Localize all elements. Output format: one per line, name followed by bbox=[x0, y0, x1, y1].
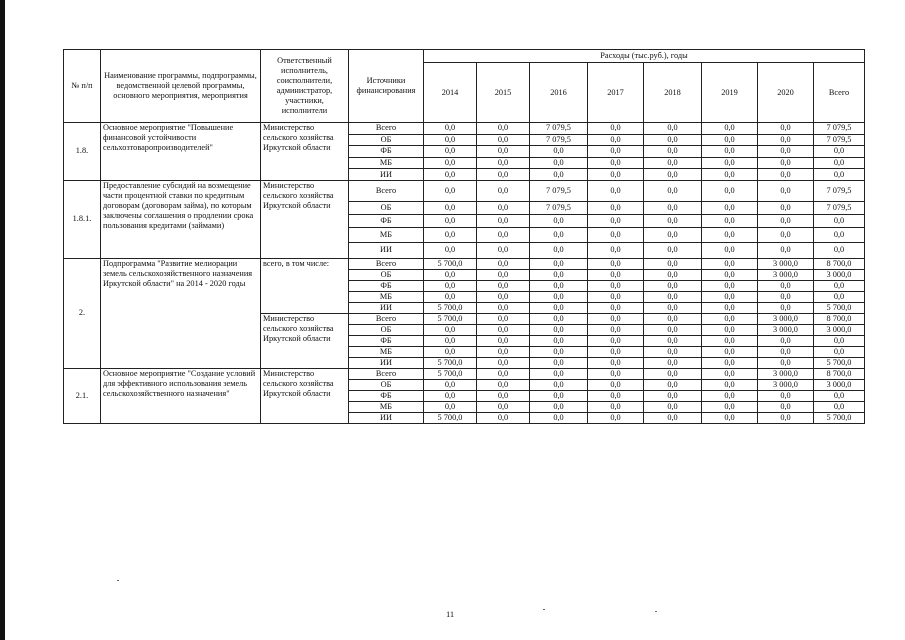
year-value-cell: 0,0 bbox=[424, 346, 477, 357]
year-value-cell: 0,0 bbox=[644, 180, 702, 201]
year-value-cell: 0,0 bbox=[530, 357, 588, 368]
row-number: 1.8. bbox=[64, 123, 101, 181]
year-value-cell: 0,0 bbox=[424, 379, 477, 390]
year-value-cell: 0,0 bbox=[702, 379, 758, 390]
year-value-cell: 0,0 bbox=[477, 214, 530, 227]
year-value-cell: 0,0 bbox=[644, 401, 702, 412]
year-value-cell: 0,0 bbox=[588, 401, 644, 412]
year-value-cell: 0,0 bbox=[758, 401, 814, 412]
year-value-cell: 0,0 bbox=[758, 390, 814, 401]
header-year: 2018 bbox=[644, 63, 702, 123]
year-value-cell: 0,0 bbox=[424, 201, 477, 214]
header-year: 2016 bbox=[530, 63, 588, 123]
program-name: Основное мероприятие "Создание условий для эффективного использования земель сельскохозяйственного назначения" bbox=[101, 368, 261, 423]
responsible-executor: Министерство сельского хозяйства Иркутской области bbox=[261, 123, 349, 181]
row-number: 1.8.1. bbox=[64, 180, 101, 258]
year-value-cell: 0,0 bbox=[644, 412, 702, 423]
year-value-cell: 0,0 bbox=[477, 357, 530, 368]
year-value-cell: 0,0 bbox=[530, 258, 588, 269]
responsible-executor: Министерство сельского хозяйства Иркутской области bbox=[261, 180, 349, 258]
header-year: 2019 bbox=[702, 63, 758, 123]
total-cell: 0,0 bbox=[814, 335, 865, 346]
year-value-cell: 3 000,0 bbox=[758, 258, 814, 269]
year-value-cell: 0,0 bbox=[530, 214, 588, 227]
year-value-cell: 0,0 bbox=[477, 379, 530, 390]
funding-source: ИИ bbox=[349, 169, 424, 181]
program-name: Предоставление субсидий на возмещение части процентной ставки по кредитным договорам (договорам займа), по которым заключены соглашения о продлении срока пользования кредитами (займами) bbox=[101, 180, 261, 258]
year-value-cell: 0,0 bbox=[702, 302, 758, 313]
year-value-cell: 0,0 bbox=[644, 269, 702, 280]
year-value-cell: 0,0 bbox=[702, 146, 758, 158]
year-value-cell: 0,0 bbox=[588, 214, 644, 227]
year-value-cell: 0,0 bbox=[758, 214, 814, 227]
year-value-cell: 0,0 bbox=[588, 134, 644, 146]
year-value-cell: 0,0 bbox=[424, 390, 477, 401]
year-value-cell: 0,0 bbox=[644, 379, 702, 390]
total-cell: 0,0 bbox=[814, 146, 865, 158]
total-cell: 5 700,0 bbox=[814, 412, 865, 423]
year-value-cell: 0,0 bbox=[644, 302, 702, 313]
year-value-cell: 0,0 bbox=[644, 313, 702, 324]
year-value-cell: 0,0 bbox=[424, 123, 477, 135]
funding-source: Всего bbox=[349, 258, 424, 269]
total-cell: 3 000,0 bbox=[814, 379, 865, 390]
year-value-cell: 0,0 bbox=[530, 324, 588, 335]
funding-source: ИИ bbox=[349, 357, 424, 368]
year-value-cell: 0,0 bbox=[477, 180, 530, 201]
total-cell: 0,0 bbox=[814, 157, 865, 169]
year-value-cell: 0,0 bbox=[702, 324, 758, 335]
year-value-cell: 0,0 bbox=[424, 157, 477, 169]
year-value-cell: 0,0 bbox=[702, 134, 758, 146]
year-value-cell: 0,0 bbox=[477, 335, 530, 346]
year-value-cell: 0,0 bbox=[477, 280, 530, 291]
year-value-cell: 7 079,5 bbox=[530, 201, 588, 214]
total-cell: 0,0 bbox=[814, 214, 865, 227]
funding-source: ОБ bbox=[349, 134, 424, 146]
year-value-cell: 0,0 bbox=[702, 313, 758, 324]
year-value-cell: 0,0 bbox=[588, 169, 644, 181]
year-value-cell: 0,0 bbox=[702, 401, 758, 412]
year-value-cell: 0,0 bbox=[530, 401, 588, 412]
year-value-cell: 0,0 bbox=[530, 269, 588, 280]
funding-source: ОБ bbox=[349, 269, 424, 280]
year-value-cell: 0,0 bbox=[702, 346, 758, 357]
total-cell: 0,0 bbox=[814, 401, 865, 412]
funding-source: ИИ bbox=[349, 412, 424, 423]
year-value-cell: 5 700,0 bbox=[424, 412, 477, 423]
funding-source: ФБ bbox=[349, 146, 424, 158]
header-num: № п/п bbox=[64, 50, 101, 123]
year-value-cell: 0,0 bbox=[588, 280, 644, 291]
total-cell: 0,0 bbox=[814, 280, 865, 291]
header-expenses: Расходы (тыс.руб.), годы bbox=[424, 50, 865, 63]
year-value-cell: 0,0 bbox=[530, 146, 588, 158]
responsible-executor: Министерство сельского хозяйства Иркутской области bbox=[261, 368, 349, 423]
year-value-cell: 0,0 bbox=[758, 201, 814, 214]
year-value-cell: 0,0 bbox=[530, 280, 588, 291]
year-value-cell: 0,0 bbox=[644, 242, 702, 258]
total-cell: 0,0 bbox=[814, 242, 865, 258]
table-row bbox=[64, 123, 865, 135]
responsible-executor: Министерство сельского хозяйства Иркутской области bbox=[261, 313, 349, 368]
funding-source: МБ bbox=[349, 346, 424, 357]
funding-source: ОБ bbox=[349, 379, 424, 390]
header-year: 2015 bbox=[477, 63, 530, 123]
year-value-cell: 0,0 bbox=[758, 346, 814, 357]
year-value-cell: 0,0 bbox=[588, 201, 644, 214]
year-value-cell: 7 079,5 bbox=[530, 180, 588, 201]
year-value-cell: 0,0 bbox=[758, 169, 814, 181]
year-value-cell: 3 000,0 bbox=[758, 269, 814, 280]
year-value-cell: 0,0 bbox=[477, 169, 530, 181]
funding-source: ОБ bbox=[349, 324, 424, 335]
scan-speck bbox=[655, 611, 657, 612]
year-value-cell: 0,0 bbox=[644, 146, 702, 158]
total-cell: 7 079,5 bbox=[814, 123, 865, 135]
year-value-cell: 0,0 bbox=[424, 134, 477, 146]
year-value-cell: 0,0 bbox=[758, 123, 814, 135]
year-value-cell: 0,0 bbox=[588, 390, 644, 401]
funding-source: МБ bbox=[349, 227, 424, 242]
year-value-cell: 0,0 bbox=[758, 280, 814, 291]
year-value-cell: 3 000,0 bbox=[758, 313, 814, 324]
year-value-cell: 0,0 bbox=[702, 280, 758, 291]
row-number: 2. bbox=[64, 258, 101, 368]
year-value-cell: 0,0 bbox=[477, 390, 530, 401]
year-value-cell: 0,0 bbox=[424, 291, 477, 302]
year-value-cell: 0,0 bbox=[702, 269, 758, 280]
year-value-cell: 0,0 bbox=[644, 280, 702, 291]
year-value-cell: 0,0 bbox=[702, 157, 758, 169]
year-value-cell: 0,0 bbox=[702, 258, 758, 269]
year-value-cell: 0,0 bbox=[588, 180, 644, 201]
year-value-cell: 0,0 bbox=[530, 346, 588, 357]
year-value-cell: 0,0 bbox=[702, 227, 758, 242]
year-value-cell: 0,0 bbox=[644, 390, 702, 401]
year-value-cell: 0,0 bbox=[644, 368, 702, 379]
total-cell: 3 000,0 bbox=[814, 269, 865, 280]
year-value-cell: 0,0 bbox=[644, 335, 702, 346]
year-value-cell: 0,0 bbox=[588, 157, 644, 169]
year-value-cell: 0,0 bbox=[424, 214, 477, 227]
year-value-cell: 0,0 bbox=[588, 269, 644, 280]
funding-source: МБ bbox=[349, 401, 424, 412]
year-value-cell: 0,0 bbox=[702, 368, 758, 379]
year-value-cell: 0,0 bbox=[702, 201, 758, 214]
year-value-cell: 0,0 bbox=[530, 368, 588, 379]
year-value-cell: 0,0 bbox=[477, 258, 530, 269]
year-value-cell: 0,0 bbox=[644, 169, 702, 181]
table-body bbox=[64, 123, 865, 424]
funding-source: МБ bbox=[349, 291, 424, 302]
year-value-cell: 0,0 bbox=[702, 335, 758, 346]
year-value-cell: 0,0 bbox=[644, 134, 702, 146]
year-value-cell: 0,0 bbox=[477, 368, 530, 379]
funding-source: ФБ bbox=[349, 214, 424, 227]
year-value-cell: 0,0 bbox=[477, 201, 530, 214]
year-value-cell: 5 700,0 bbox=[424, 357, 477, 368]
year-value-cell: 0,0 bbox=[702, 123, 758, 135]
scan-speck bbox=[543, 609, 545, 610]
year-value-cell: 0,0 bbox=[758, 357, 814, 368]
year-value-cell: 0,0 bbox=[477, 324, 530, 335]
year-value-cell: 0,0 bbox=[477, 227, 530, 242]
year-value-cell: 0,0 bbox=[424, 269, 477, 280]
year-value-cell: 0,0 bbox=[644, 258, 702, 269]
year-value-cell: 0,0 bbox=[588, 335, 644, 346]
year-value-cell: 0,0 bbox=[477, 134, 530, 146]
year-value-cell: 0,0 bbox=[530, 390, 588, 401]
funding-source: МБ bbox=[349, 157, 424, 169]
year-value-cell: 0,0 bbox=[477, 157, 530, 169]
table-row bbox=[64, 258, 865, 269]
funding-source: ФБ bbox=[349, 335, 424, 346]
year-value-cell: 0,0 bbox=[644, 324, 702, 335]
year-value-cell: 0,0 bbox=[424, 335, 477, 346]
year-value-cell: 0,0 bbox=[588, 346, 644, 357]
year-value-cell: 0,0 bbox=[702, 357, 758, 368]
year-value-cell: 0,0 bbox=[588, 291, 644, 302]
year-value-cell: 0,0 bbox=[530, 302, 588, 313]
year-value-cell: 3 000,0 bbox=[758, 324, 814, 335]
year-value-cell: 0,0 bbox=[644, 201, 702, 214]
year-value-cell: 0,0 bbox=[530, 313, 588, 324]
total-cell: 3 000,0 bbox=[814, 324, 865, 335]
funding-source: ИИ bbox=[349, 242, 424, 258]
program-name: Подпрограмма "Развитие мелиорации земель сельскохозяйственного назначения Иркутской области" на 2014 - 2020 годы bbox=[101, 258, 261, 368]
year-value-cell: 0,0 bbox=[477, 346, 530, 357]
year-value-cell: 0,0 bbox=[758, 412, 814, 423]
year-value-cell: 7 079,5 bbox=[530, 134, 588, 146]
funding-source: ФБ bbox=[349, 390, 424, 401]
total-cell: 5 700,0 bbox=[814, 302, 865, 313]
year-value-cell: 0,0 bbox=[758, 227, 814, 242]
year-value-cell: 0,0 bbox=[477, 242, 530, 258]
scan-edge bbox=[0, 0, 5, 640]
year-value-cell: 0,0 bbox=[588, 313, 644, 324]
year-value-cell: 0,0 bbox=[758, 180, 814, 201]
table-row bbox=[64, 180, 865, 201]
year-value-cell: 0,0 bbox=[702, 214, 758, 227]
year-value-cell: 0,0 bbox=[588, 324, 644, 335]
year-value-cell: 0,0 bbox=[588, 357, 644, 368]
program-name: Основное мероприятие "Повышение финансовой устойчивости сельхозтоваропроизводителей" bbox=[101, 123, 261, 181]
year-value-cell: 0,0 bbox=[530, 227, 588, 242]
total-cell: 5 700,0 bbox=[814, 357, 865, 368]
year-value-cell: 0,0 bbox=[477, 412, 530, 423]
total-cell: 7 079,5 bbox=[814, 201, 865, 214]
year-value-cell: 0,0 bbox=[477, 401, 530, 412]
year-value-cell: 0,0 bbox=[588, 227, 644, 242]
year-value-cell: 0,0 bbox=[477, 313, 530, 324]
header-year: 2020 bbox=[758, 63, 814, 123]
year-value-cell: 0,0 bbox=[702, 412, 758, 423]
page-number: 11 bbox=[446, 609, 455, 619]
year-value-cell: 0,0 bbox=[424, 146, 477, 158]
funding-source: Всего bbox=[349, 180, 424, 201]
funding-source: ИИ bbox=[349, 302, 424, 313]
total-cell: 7 079,5 bbox=[814, 180, 865, 201]
funding-source: ФБ bbox=[349, 280, 424, 291]
year-value-cell: 5 700,0 bbox=[424, 302, 477, 313]
year-value-cell: 0,0 bbox=[530, 335, 588, 346]
year-value-cell: 7 079,5 bbox=[530, 123, 588, 135]
responsible-executor: всего, в том числе: bbox=[261, 258, 349, 313]
header-year: 2014 bbox=[424, 63, 477, 123]
year-value-cell: 0,0 bbox=[424, 242, 477, 258]
year-value-cell: 0,0 bbox=[758, 242, 814, 258]
funding-source: Всего bbox=[349, 368, 424, 379]
year-value-cell: 0,0 bbox=[477, 302, 530, 313]
year-value-cell: 0,0 bbox=[477, 146, 530, 158]
year-value-cell: 0,0 bbox=[644, 123, 702, 135]
table-row bbox=[64, 368, 865, 379]
total-cell: 0,0 bbox=[814, 227, 865, 242]
row-number: 2.1. bbox=[64, 368, 101, 423]
year-value-cell: 0,0 bbox=[644, 214, 702, 227]
year-value-cell: 0,0 bbox=[702, 169, 758, 181]
year-value-cell: 0,0 bbox=[758, 335, 814, 346]
year-value-cell: 5 700,0 bbox=[424, 313, 477, 324]
year-value-cell: 0,0 bbox=[477, 291, 530, 302]
year-value-cell: 0,0 bbox=[477, 269, 530, 280]
year-value-cell: 0,0 bbox=[424, 169, 477, 181]
year-value-cell: 0,0 bbox=[530, 157, 588, 169]
funding-source: Всего bbox=[349, 123, 424, 135]
total-cell: 8 700,0 bbox=[814, 258, 865, 269]
year-value-cell: 3 000,0 bbox=[758, 368, 814, 379]
year-value-cell: 0,0 bbox=[758, 302, 814, 313]
year-value-cell: 0,0 bbox=[424, 324, 477, 335]
expenses-table bbox=[63, 49, 865, 424]
total-cell: 0,0 bbox=[814, 291, 865, 302]
year-value-cell: 0,0 bbox=[702, 180, 758, 201]
year-value-cell: 5 700,0 bbox=[424, 258, 477, 269]
header-name: Наименование программы, подпрограммы, ведомственной целевой программы, основного мероприятия, мероприятия bbox=[101, 50, 261, 123]
year-value-cell: 0,0 bbox=[530, 291, 588, 302]
year-value-cell: 0,0 bbox=[588, 242, 644, 258]
funding-source: ОБ bbox=[349, 201, 424, 214]
year-value-cell: 0,0 bbox=[758, 291, 814, 302]
year-value-cell: 0,0 bbox=[588, 123, 644, 135]
year-value-cell: 0,0 bbox=[644, 291, 702, 302]
year-value-cell: 0,0 bbox=[530, 242, 588, 258]
year-value-cell: 0,0 bbox=[588, 146, 644, 158]
year-value-cell: 0,0 bbox=[702, 390, 758, 401]
year-value-cell: 0,0 bbox=[644, 346, 702, 357]
year-value-cell: 5 700,0 bbox=[424, 368, 477, 379]
year-value-cell: 0,0 bbox=[530, 169, 588, 181]
scan-speck bbox=[117, 580, 119, 581]
header-source: Источники финансирования bbox=[349, 50, 424, 123]
year-value-cell: 0,0 bbox=[588, 368, 644, 379]
year-value-cell: 0,0 bbox=[644, 227, 702, 242]
year-value-cell: 0,0 bbox=[644, 357, 702, 368]
total-cell: 8 700,0 bbox=[814, 313, 865, 324]
year-value-cell: 0,0 bbox=[758, 157, 814, 169]
year-value-cell: 0,0 bbox=[588, 379, 644, 390]
year-value-cell: 0,0 bbox=[758, 146, 814, 158]
total-cell: 8 700,0 bbox=[814, 368, 865, 379]
header-total: Всего bbox=[814, 63, 865, 123]
year-value-cell: 0,0 bbox=[530, 412, 588, 423]
year-value-cell: 0,0 bbox=[758, 134, 814, 146]
year-value-cell: 0,0 bbox=[424, 401, 477, 412]
year-value-cell: 3 000,0 bbox=[758, 379, 814, 390]
year-value-cell: 0,0 bbox=[702, 242, 758, 258]
year-value-cell: 0,0 bbox=[477, 123, 530, 135]
year-value-cell: 0,0 bbox=[702, 291, 758, 302]
header-year: 2017 bbox=[588, 63, 644, 123]
year-value-cell: 0,0 bbox=[588, 302, 644, 313]
total-cell: 0,0 bbox=[814, 169, 865, 181]
year-value-cell: 0,0 bbox=[530, 379, 588, 390]
total-cell: 7 079,5 bbox=[814, 134, 865, 146]
total-cell: 0,0 bbox=[814, 390, 865, 401]
year-value-cell: 0,0 bbox=[644, 157, 702, 169]
year-value-cell: 0,0 bbox=[588, 258, 644, 269]
year-value-cell: 0,0 bbox=[424, 227, 477, 242]
funding-source: Всего bbox=[349, 313, 424, 324]
header-responsible: Ответственный исполнитель, соисполнители, администратор, участники, исполнители bbox=[261, 50, 349, 123]
year-value-cell: 0,0 bbox=[424, 280, 477, 291]
year-value-cell: 0,0 bbox=[424, 180, 477, 201]
year-value-cell: 0,0 bbox=[588, 412, 644, 423]
total-cell: 0,0 bbox=[814, 346, 865, 357]
